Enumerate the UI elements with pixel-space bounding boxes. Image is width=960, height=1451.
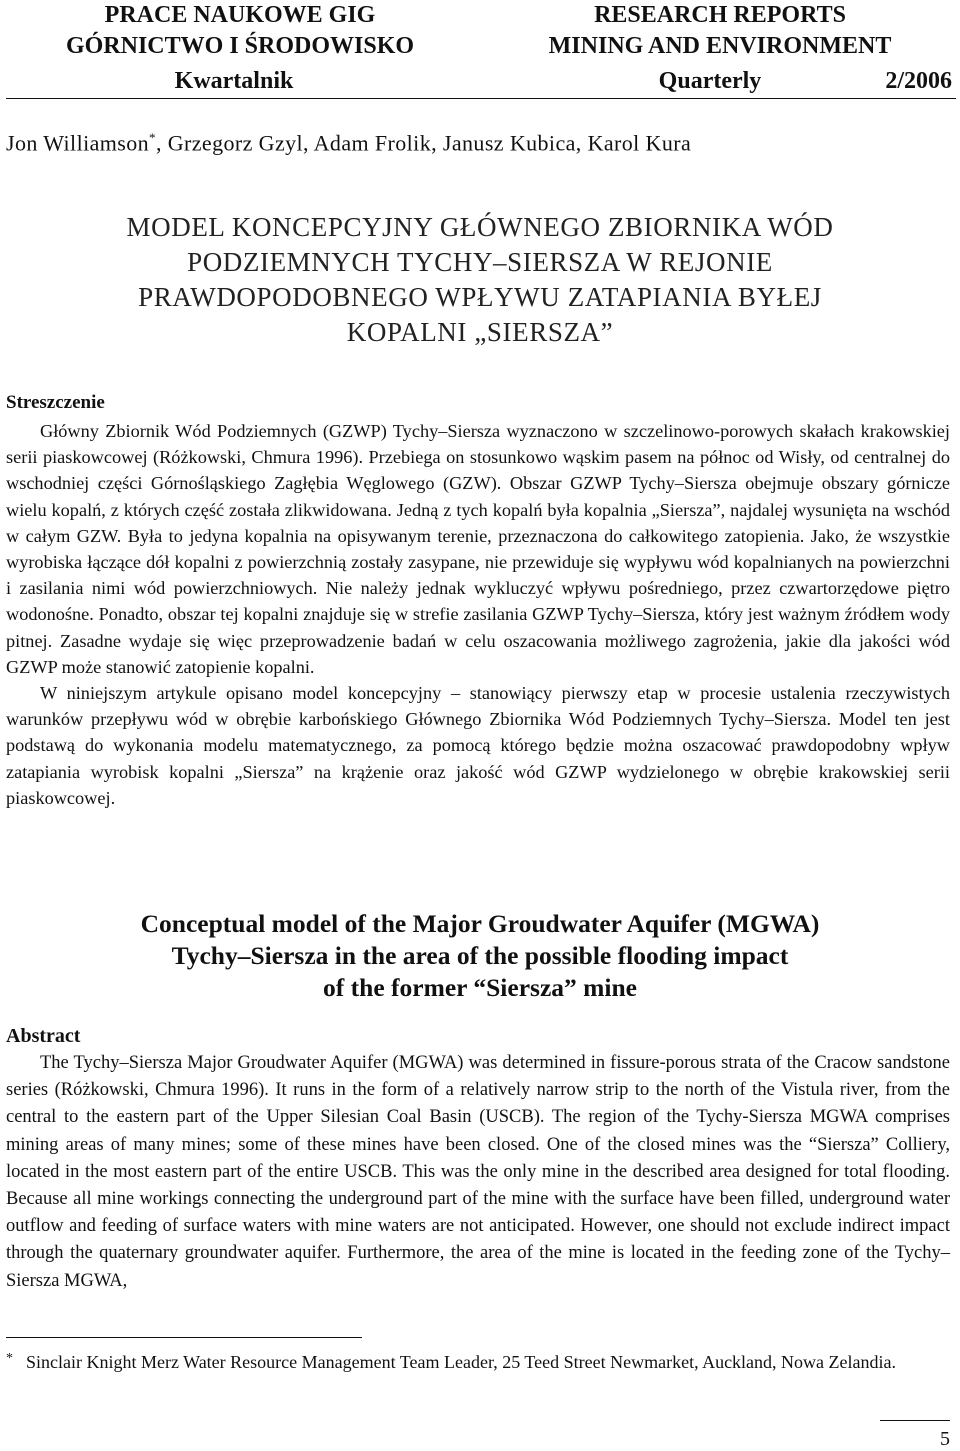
title-en-line: of the former “Siersza” mine [323,973,637,1002]
footnote-text: Sinclair Knight Merz Water Resource Management Team Leader, 25 Teed Street Newmarket, Auckland, Nowa Zelandia. [26,1352,897,1372]
frequency-en: Quarterly [658,68,762,94]
journal-series-en: MINING AND ENVIRONMENT [548,33,892,59]
author-list [6,130,691,156]
title-en-line: Tychy–Siersza in the area of the possible flooding impact [171,941,789,970]
journal-name-pl: PRACE NAUKOWE GIG [104,2,376,28]
author-footnote-mark: * [149,130,156,145]
streszczenie-body [6,418,950,811]
streszczenie-paragraph-2: W niniejszym artykule opisano model koncepcyjny – stanowiący pierwszy etap w procesie ustalenia rzeczywistych warunków przepływu wód w obrębie karbońskiego Głównego Zbiornika Wód Podziemnych Tychy–Siersza. Model ten jest podstawą do wykonania modelu matematycznego, za pomocą którego będzie można oszacować prawdopodobny wpływ zatapiania wyrobisk kopalni „Siersza” na krążenie oraz jakość wód GZWP wydzielonego w obrębie krakowskiej serii piaskowcowej. [6,683,950,808]
first-author: Jon Williamson [6,130,150,156]
header-divider [6,98,956,99]
abstract-paragraph-1: The Tychy–Siersza Major Groudwater Aquifer (MGWA) was determined in fissure-porous strata of the Cracow sandstone series (Różkowski, Chmura 1996). It runs in the form of a relatively narrow strip to the north of the Vistula river, from the central to the eastern part of the Upper Silesian Coal Basin (USCB). The region of the Tychy-Siersza MGWA comprises mining areas of many mines; some of these mines have been closed. One of the closed mines was the “Siersza” Colliery, located in the most eastern part of the entire USCB. This was the only mine in the described area designed for total flooding. Because all mine workings connecting the underground part of the mine with the surface have been filled, underground water outflow and feeding of surface waters with mine waters are not anticipated. However, one should not exclude indirect impact through the quaternary groundwater aquifer. Furthermore, the area of the mine is located in the feeding zone of the Tychy–Siersza MGWA, [6,1053,950,1291]
issue-number: 2/2006 [885,68,952,94]
title-pl-line: MODEL KONCEPCYJNY GŁÓWNEGO ZBIORNIKA WÓD [126,212,834,242]
page-number: 5 [940,1428,950,1450]
paper-title-en [0,908,960,1004]
title-pl-line: KOPALNI „SIERSZA” [346,317,614,347]
footnote-divider [6,1337,362,1338]
title-en-line: Conceptual model of the Major Groudwater Aquifer (MGWA) [140,909,820,938]
abstract-body [6,1050,950,1295]
paper-title-pl [0,210,960,350]
title-pl-line: PODZIEMNYCH TYCHY–SIERSZA W REJONIE [187,247,773,277]
journal-name-en: RESEARCH REPORTS [594,2,846,28]
other-authors: , Grzegorz Gzyl, Adam Frolik, Janusz Kubica, Karol Kura [155,130,692,156]
page-number-rule [880,1420,950,1421]
footnote [6,1350,950,1375]
streszczenie-paragraph-1: Główny Zbiornik Wód Podziemnych (GZWP) Tychy–Siersza wyznaczono w szczelinowo-porowych skałach krakowskiej serii piaskowcowej (Różkowski, Chmura 1996). Przebiega on stosunkowo wąskim pasem na północ od Wisły, od centralnej do wschodniej części Górnośląskiego Zagłębia Węglowego (GZW). Obszar GZWP Tychy–Siersza obejmuje obszary górnicze wielu kopalń, z których część została zlikwidowana. Jedną z tych kopalń była kopalnia „Siersza”, najdalej wysunięta na wschód w całym GZW. Była to jedyna kopalnia na opisywanym terenie, przeznaczona do całkowitego zatopienia. Jako, że wszystkie wyrobiska łączące dół kopalni z powierzchnią zostały zasypane, nie przewiduje się wypływu wód kopalnianych na powierzchni i zasilania nimi wód powierzchniowych. Nie należy jednak wykluczyć wpływu pośredniego, przez czwartorzędowe piętro wodonośne. Ponadto, obszar tej kopalni znajduje się w strefie zasilania GZWP Tychy–Siersza, który jest ważnym źródłem wody pitnej. Zasadne wydaje się więc przeprowadzenie badań w celu oszacowania możliwego zagrożenia, jakie dla jakości wód GZWP może stanowić zatopienie kopalni. [6,421,950,677]
streszczenie-heading: Streszczenie [6,392,105,413]
abstract-heading: Abstract [6,1025,81,1047]
journal-series-pl: GÓRNICTWO I ŚRODOWISKO [65,33,415,59]
frequency-pl: Kwartalnik [174,68,294,94]
footnote-mark: * [6,1351,13,1366]
title-pl-line: PRAWDOPODOBNEGO WPŁYWU ZATAPIANIA BYŁEJ [138,282,822,312]
